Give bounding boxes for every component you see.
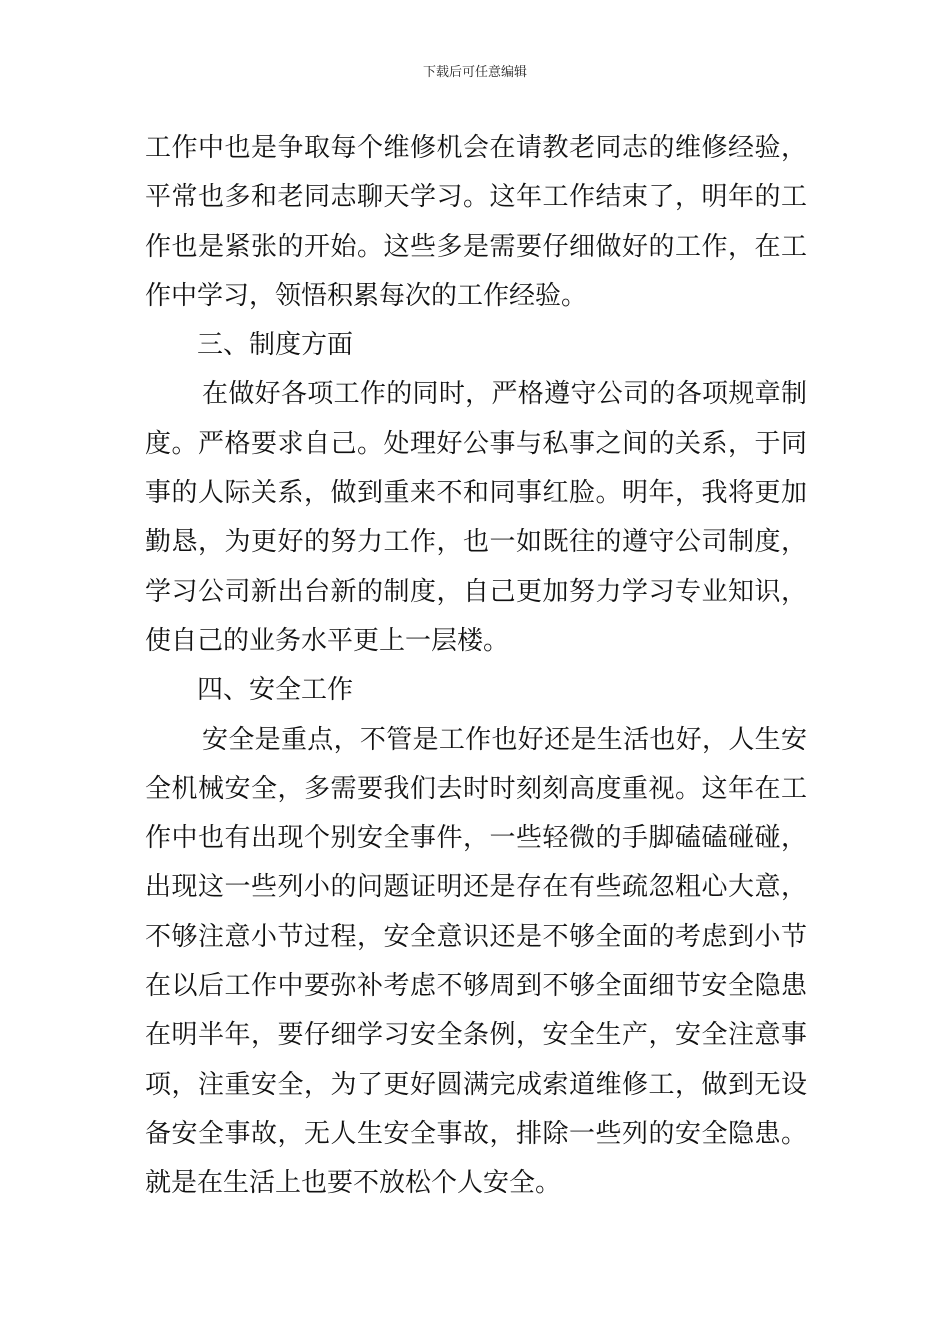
text-line: 在以后工作中要弥补考虑不够周到不够全面细节安全隐患	[145, 971, 807, 1002]
text-line: 安全是重点，不管是工作也好还是生活也好，人生安	[202, 724, 807, 755]
text-line: 学习公司新出台新的制度，自己更加努力学习专业知识，	[145, 576, 807, 607]
text-line: 平常也多和老同志聊天学习。这年工作结束了，明年的工	[145, 182, 807, 213]
text-line: 作也是紧张的开始。这些多是需要仔细做好的工作，在工	[145, 231, 807, 262]
text-line: 使自己的业务水平更上一层楼。	[145, 625, 510, 656]
text-line: 不够注意小节过程，安全意识还是不够全面的考虑到小节	[145, 921, 807, 952]
section-heading-system: 三、制度方面	[197, 330, 354, 361]
text-line: 全机械安全，多需要我们去时时刻刻高度重视。这年在工	[145, 773, 807, 804]
text-line: 项，注重安全，为了更好圆满完成索道维修工，做到无设	[145, 1069, 807, 1100]
text-line: 出现这一些列小的问题证明还是存在有些疏忽粗心大意，	[145, 872, 807, 903]
text-line: 作中也有出现个别安全事件，一些轻微的手脚磕磕碰碰，	[145, 823, 807, 854]
page-header: 下载后可任意编辑	[422, 65, 527, 80]
text-line: 在明半年，要仔细学习安全条例，安全生产，安全注意事	[145, 1020, 807, 1051]
text-line: 勤恳，为更好的努力工作，也一如既往的遵守公司制度，	[145, 527, 807, 558]
section-heading-safety: 四、安全工作	[197, 675, 354, 706]
text-line: 度。严格要求自己。处理好公事与私事之间的关系，于同	[145, 428, 807, 459]
text-line: 作中学习，领悟积累每次的工作经验。	[145, 280, 588, 311]
document-body	[145, 124, 807, 1209]
text-line: 备安全事故，无人生安全事故，排除一些列的安全隐患。	[145, 1118, 807, 1149]
text-line: 在做好各项工作的同时，严格遵守公司的各项规章制	[202, 379, 807, 410]
text-line: 工作中也是争取每个维修机会在请教老同志的维修经验，	[145, 133, 807, 163]
text-line: 事的人际关系，做到重来不和同事红脸。明年，我将更加	[145, 478, 807, 509]
text-line: 就是在生活上也要不放松个人安全。	[145, 1168, 562, 1199]
